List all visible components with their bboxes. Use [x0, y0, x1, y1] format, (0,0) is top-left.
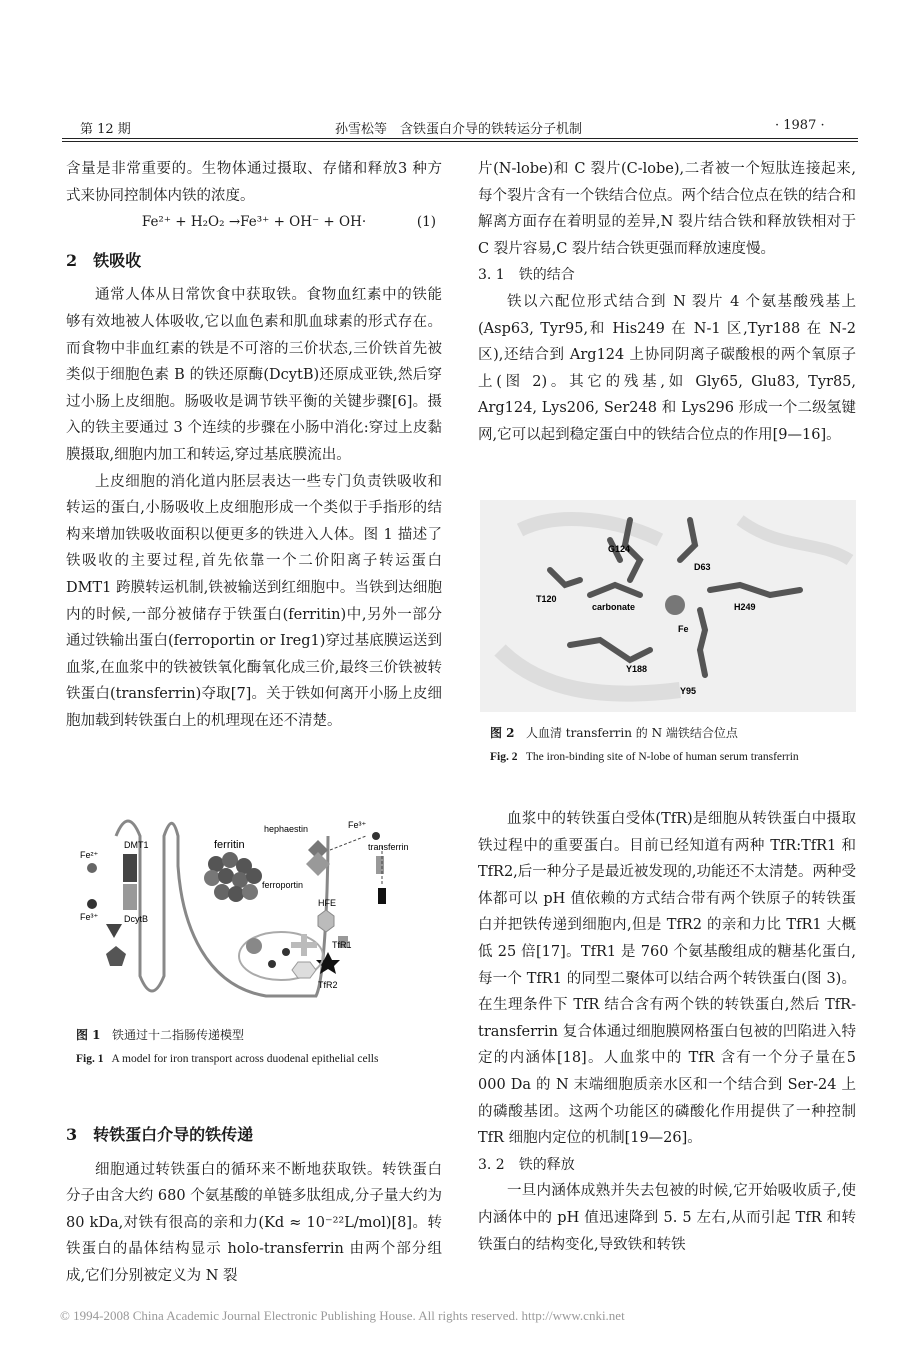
figure-1-caption-en — [76, 1048, 436, 1070]
fig1-label-fe3: Fe³⁺ — [80, 912, 99, 922]
fig1-label-dcytb: DcytB — [124, 914, 149, 924]
right-paragraph-3: 血浆中的转铁蛋白受体(TfR)是细胞从转铁蛋白中摄取铁过程中的重要蛋白。目前已经知道有两种 TfR:TfR1 和 TfR2,后一种分子是最近被发现的,功能还不太清楚。两种受体都可以 pH 值依赖的方式结合带有两个铁原子的转铁蛋白并把铁传递到细胞内,但是 TfR2 的亲和力比 TfR1 大概低 25 倍[17]。TfR1 是 760 个氨基酸组成的糖基化蛋白,每一个 TfR1 的同型二聚体可以结合两个转铁蛋白(图 3)。在生理条件下 TfR 结合含有两个铁的转铁蛋白,然后 TfR-transferrin 复合体通过细胞膜网格蛋白包被的凹陷进入特定的内涵体[18]。人血浆中的 TfR 含有一个分子量在5 000 Da 的 N 末端细胞质亲水区和一个结合到 Ser-24 上的磷酸基团。这两个功能区的磷酸化作用提供了一种控制 TfR 细胞内定位的机制[19—26]。 — [478, 811, 856, 1147]
endosome-hex — [292, 962, 316, 978]
section-2-title: 2 铁吸收 — [66, 250, 142, 270]
header-rule-2 — [62, 141, 858, 142]
left-paragraph-1: 含量是非常重要的。生物体通过摄取、存储和释放3 种方式来协同控制体内铁的浓度。 — [66, 161, 442, 204]
right-paragraph-2: 铁以六配位形式结合到 N 裂片 4 个氨基酸残基上(Asp63, Tyr95,和 His249 在 N-1 区,Tyr188 在 N-2 区),还结合到 Arg124 上协同阴离子碳酸根的两个氧原子上(图 2)。其它的残基,如 Gly65, Glu83, Tyr85, Arg124, Lys206, Ser248 和 Lys296 形成一个二级氢键网,它可以起到稳定蛋白中的铁结合位点的作用[9—16]。 — [478, 293, 856, 443]
fig2-label-y95: Y95 — [680, 686, 697, 696]
fig1-label-hfe: HFE — [318, 898, 336, 908]
fig1-label-fe3-top: Fe³⁺ — [348, 820, 367, 830]
holo-transferrin-shape — [378, 888, 386, 904]
figure-2 — [480, 500, 856, 712]
endosome-fe-1 — [268, 960, 276, 968]
right-column — [478, 156, 856, 449]
dmt1-transporter — [123, 854, 137, 882]
fe3-top-ion — [372, 832, 380, 840]
figure-1 — [66, 806, 442, 1020]
left-column — [66, 156, 442, 734]
fig1-label-tfr1: TfR1 — [332, 940, 352, 950]
ferritin-cluster — [204, 852, 262, 902]
header-issue: 第 12 期 — [80, 122, 131, 137]
fe-atom — [665, 595, 685, 615]
heme-triangle — [106, 924, 122, 938]
left-paragraph-4: 细胞通过转铁蛋白的循环来不断地获取铁。转铁蛋白分子由含大约 680 个氨基酸的单链多肽组成,分子量大约为 80 kDa,对铁有很高的亲和力(Kd ≈ 10⁻²²L/mol)[8]。转铁蛋白的晶体结构显示 holo-transferrin 由两个部分组成,它们分别被定义为 N 裂 — [66, 1161, 442, 1284]
fe2-ion — [87, 863, 97, 873]
fig1-text-cn: 铁通过十二指肠传递模型 — [111, 1028, 244, 1042]
heme-shape — [106, 946, 126, 966]
figure-2-caption-cn — [490, 722, 850, 744]
fig1-label-dmt1: DMT1 — [124, 840, 149, 850]
right-paragraph-4: 一旦内涵体成熟并失去包被的时候,它开始吸收质子,使内涵体中的 pH 值迅速降到 5. 5 左右,从而引起 TfR 和转铁蛋白的结构变化,导致铁和转铁 — [478, 1183, 856, 1253]
copyright-footer: © 1994-2008 China Academic Journal Electronic Publishing House. All rights reserved. http://www.cnki.net — [60, 1308, 625, 1323]
left-paragraph-3: 上皮细胞的消化道内胚层表达一些专门负责铁吸收和转运的蛋白,小肠吸收上皮细胞形成一个类似于手指形的结构来增加铁吸收面积以便更多的铁进入人体。图 1 描述了铁吸收的主要过程,首先依靠一个二价阳离子转运蛋白 DMT1 跨膜转运机制,铁被输送到红细胞中。当铁到达细胞内的时候,一部分被储存于铁蛋白(ferritin)中,另外一部分通过铁输出蛋白(ferroportin or Ireg1)穿过基底膜运送到血浆,在血浆中的铁被铁氧化酶氧化成三价,最终三价铁被转铁蛋白(transferrin)夺取[7]。关于铁如何离开小肠上皮细胞加载到转铁蛋白上的机理现在还不清楚。 — [66, 473, 442, 729]
header-page: · 1987 · — [775, 118, 825, 133]
fig2-label-fe: Fe — [678, 624, 689, 634]
endosome-tf — [246, 938, 262, 954]
fe3-ion — [87, 899, 97, 909]
transferrin-shape — [376, 856, 384, 874]
fig1-label-transferrin: transferrin — [368, 842, 409, 852]
fig1-text-en: A model for iron transport across duodenal epithelial cells — [111, 1053, 379, 1065]
left-column-bottom — [66, 1122, 442, 1290]
figure-1-caption-cn — [76, 1024, 436, 1046]
fig1-label-hephaestin: hephaestin — [264, 824, 309, 834]
figure-2-caption-en — [490, 746, 850, 768]
header-title: 孙雪松等 含铁蛋白介导的铁转运分子机制 — [335, 122, 583, 137]
fig2-num-cn: 图 2 — [490, 726, 515, 740]
left-paragraph-2: 通常人体从日常饮食中获取铁。食物血红素中的铁能够有效地被人体吸收,它以血色素和肌血球素的形式存在。而食物中非血红素的铁是不可溶的三价状态,三价铁首先被类似于细胞色素 B 的铁还原酶(DcytB)还原成亚铁,然后穿过小肠上皮细胞。肠吸收是调节铁平衡的关键步骤[6]。摄入的铁主要通过 3 个连续的步骤在小肠中消化:穿过上皮黏膜摄取,细胞内加工和转运,穿过基底膜流出。 — [66, 287, 442, 463]
fig2-label-d63: D63 — [694, 562, 711, 572]
fig1-num-cn: 图 1 — [76, 1028, 101, 1042]
right-column-bottom — [478, 806, 856, 1258]
fig2-label-t120: T120 — [536, 594, 557, 604]
section-3-title: 3 转铁蛋白介导的铁传递 — [66, 1125, 254, 1144]
arrow-fe3 — [330, 836, 366, 850]
fig1-label-ferritin: ferritin — [214, 839, 245, 851]
equation-text: Fe²⁺ + H₂O₂ →Fe³⁺ + OH⁻ + OH· — [141, 214, 367, 231]
fig1-num-en: Fig. 1 — [76, 1053, 104, 1065]
fig2-text-en: The iron-binding site of N-lobe of human serum transferrin — [525, 751, 799, 763]
right-paragraph-1: 片(N-lobe)和 C 裂片(C-lobe),二者被一个短肽连接起来,每个裂片含有一个铁结合位点。两个结合位点在铁的结合和解离方面存在着明显的差异,N 裂片结合铁和释放铁相对于 C 裂片容易,C 裂片结合铁更强而释放速度慢。 — [478, 161, 856, 257]
equation-number: (1) — [416, 214, 436, 231]
fig1-label-tfr2: TfR2 — [318, 980, 338, 990]
endosome-fe-2 — [282, 948, 290, 956]
endosome-cross — [291, 934, 317, 956]
header-rule — [62, 138, 858, 139]
fig2-text-cn: 人血清 transferrin 的 N 端铁结合位点 — [525, 726, 738, 740]
subsection-3-1: 3. 1 铁的结合 — [478, 267, 575, 284]
subsection-3-2: 3. 2 铁的释放 — [478, 1156, 575, 1173]
figure-2-structure — [480, 500, 856, 712]
fig2-label-y188: Y188 — [626, 664, 648, 674]
fig1-label-fe2: Fe²⁺ — [80, 850, 99, 860]
fig2-label-g124: G124 — [608, 544, 631, 554]
fig2-num-en: Fig. 2 — [490, 751, 518, 763]
figure-1-diagram — [66, 806, 442, 1020]
fig1-label-ferroportin: ferroportin — [262, 880, 304, 890]
tfr2-star — [316, 952, 340, 974]
equation-1 — [66, 209, 442, 236]
hfe-protein — [318, 910, 334, 932]
dcytb-enzyme — [123, 884, 137, 910]
fig2-label-carbonate: carbonate — [592, 602, 636, 612]
fig2-label-h249: H249 — [734, 602, 756, 612]
